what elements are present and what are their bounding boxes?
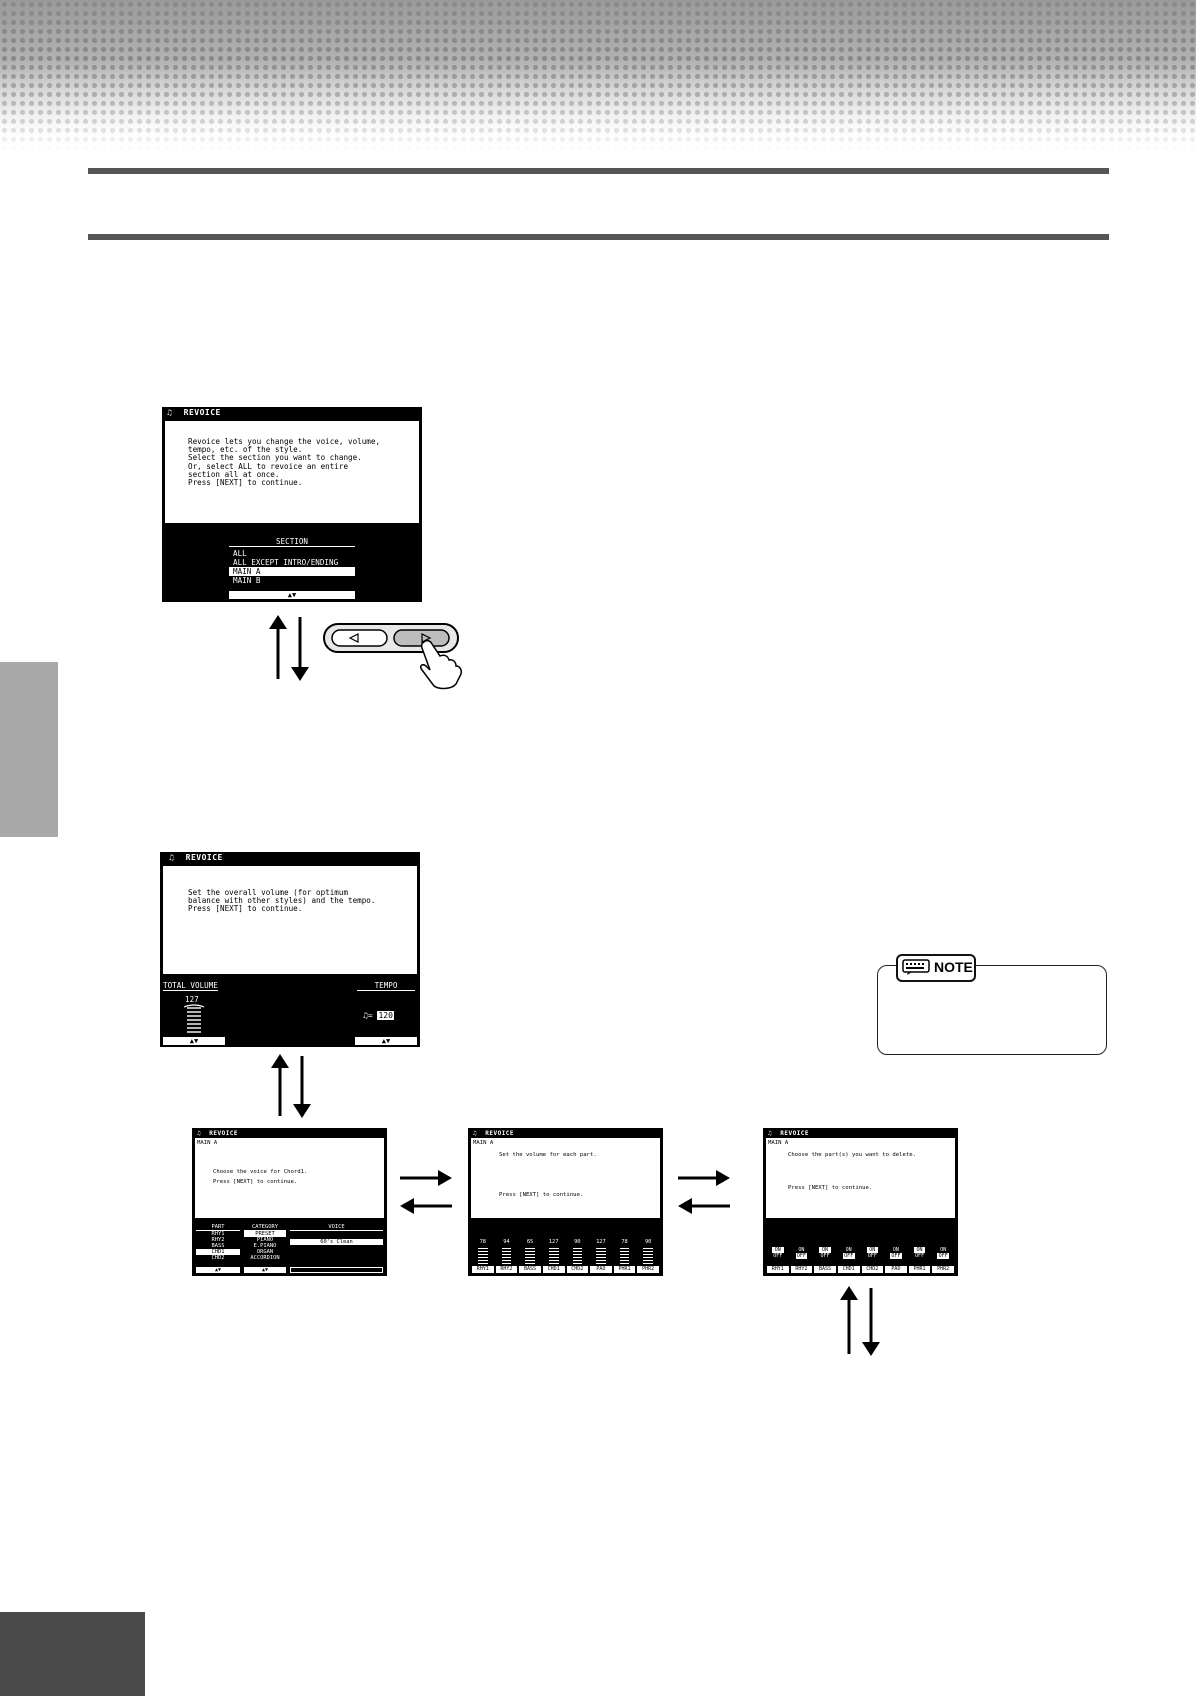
- category-item[interactable]: ACCORDION: [250, 1255, 280, 1261]
- part-on-off-toggle[interactable]: [813, 1247, 837, 1259]
- toggle-off-label: OFF: [938, 1253, 948, 1259]
- tempo-label: TEMPO: [357, 981, 415, 991]
- msg-line: Press [NEXT] to continue.: [188, 904, 303, 914]
- lcd-title: REVOICE: [209, 1130, 239, 1137]
- total-volume-label: TOTAL VOLUME: [163, 981, 218, 990]
- msg-line: Press [NEXT] to continue.: [188, 478, 303, 488]
- revoice-icon: ♫: [473, 1130, 478, 1137]
- part-button[interactable]: RHY1: [767, 1266, 789, 1273]
- section-name: MAIN A: [197, 1140, 218, 1146]
- section-list: [229, 549, 355, 585]
- slider-tick: [525, 1248, 535, 1249]
- part-volume-value: 78: [479, 1239, 487, 1245]
- lcd-title-bar: [163, 408, 421, 421]
- slider-tick: [573, 1254, 583, 1255]
- slider-tick: [643, 1260, 653, 1261]
- part-volume-slider[interactable]: [589, 1246, 613, 1265]
- part-header: PART: [196, 1224, 240, 1231]
- part-volume-slider[interactable]: [566, 1246, 590, 1265]
- part-button[interactable]: PHR1: [909, 1266, 931, 1273]
- revoice-icon: ♫: [167, 408, 173, 417]
- slider-tick: [478, 1257, 488, 1258]
- lcd-title: REVOICE: [780, 1130, 810, 1137]
- msg-line: Select the section you want to change.: [188, 453, 362, 463]
- slider-tick: [478, 1248, 488, 1249]
- part-button[interactable]: CHD2: [862, 1266, 884, 1273]
- part-volume-sliders: [471, 1246, 660, 1265]
- part-on-off-toggle[interactable]: [766, 1247, 790, 1259]
- msg-line: balance with other styles) and the tempo.: [188, 896, 376, 906]
- part-button[interactable]: CHD2: [567, 1266, 589, 1273]
- voice-item-selected[interactable]: 60's Clean: [290, 1239, 383, 1245]
- tempo-readout[interactable]: [363, 1011, 394, 1021]
- revoice-section-screen: [162, 407, 422, 602]
- section-name: MAIN A: [473, 1140, 494, 1146]
- page-number-tab: [0, 1612, 145, 1696]
- slider-tick: [502, 1251, 512, 1252]
- part-volume-slider[interactable]: [613, 1246, 637, 1265]
- toggle-on-label: ON: [798, 1247, 805, 1253]
- left-right-arrows-icon: [676, 1170, 732, 1214]
- msg-line: Press [NEXT] to continue.: [788, 1185, 873, 1191]
- part-volume-slider[interactable]: [542, 1246, 566, 1265]
- slider-tick: [525, 1251, 535, 1252]
- toggle-on-label: ON: [940, 1247, 947, 1253]
- section-option[interactable]: ALL EXCEPT INTRO/ENDING: [233, 558, 339, 567]
- lcd-message: [471, 1138, 660, 1218]
- part-volume-slider[interactable]: [636, 1246, 660, 1265]
- part-button[interactable]: RHY2: [791, 1266, 813, 1273]
- section-header: SECTION: [229, 537, 355, 547]
- back-next-buttons-icon[interactable]: [322, 622, 472, 690]
- slider-tick: [549, 1251, 559, 1252]
- part-buttons: [471, 1266, 660, 1273]
- chapter-side-tab: [0, 662, 58, 837]
- lcd-message: [165, 421, 419, 523]
- part-button[interactable]: PHR1: [614, 1266, 636, 1273]
- lcd-message: [195, 1138, 384, 1218]
- voice-header: VOICE: [290, 1224, 383, 1231]
- revoice-part-volume-screen: [468, 1128, 663, 1276]
- total-volume-value: 127: [185, 995, 199, 1004]
- part-item[interactable]: CHD2: [211, 1255, 225, 1261]
- lcd-message: [766, 1138, 955, 1218]
- slider-tick: [596, 1248, 606, 1249]
- part-item[interactable]: BASS: [211, 1243, 225, 1249]
- msg-line: tempo, etc. of the style.: [188, 445, 303, 455]
- part-volume-slider[interactable]: [471, 1246, 495, 1265]
- part-volume-value: 78: [621, 1239, 628, 1245]
- toggle-off-label: OFF: [796, 1253, 806, 1259]
- msg-line: Set the overall volume (for optimum: [188, 888, 349, 897]
- left-right-arrows-icon: [398, 1170, 454, 1214]
- slider-tick: [596, 1254, 606, 1255]
- part-item[interactable]: RHY2: [211, 1237, 225, 1243]
- lcd-title: REVOICE: [183, 408, 221, 417]
- toggle-off-label: OFF: [867, 1253, 877, 1259]
- part-volume-value: 90: [574, 1239, 581, 1245]
- part-on-off-toggles: [766, 1247, 955, 1259]
- part-item[interactable]: RHY1: [211, 1231, 225, 1237]
- metronome-icon: ♫=: [363, 1011, 373, 1020]
- section-name: MAIN A: [768, 1140, 789, 1146]
- up-down-arrows-icon: [266, 615, 314, 681]
- category-column: [244, 1224, 286, 1261]
- tempo-value: 120: [378, 1011, 393, 1020]
- part-volume-slider[interactable]: [495, 1246, 519, 1265]
- part-button[interactable]: PHR2: [637, 1266, 659, 1273]
- slider-tick: [573, 1260, 583, 1261]
- lcd-title-bar: [161, 853, 419, 866]
- part-column: [196, 1224, 240, 1261]
- category-item[interactable]: PIANO: [256, 1237, 274, 1243]
- part-button[interactable]: PHR2: [932, 1266, 954, 1273]
- slider-tick: [502, 1257, 512, 1258]
- note-keyboard-icon: [902, 959, 930, 975]
- category-scroll-button[interactable]: ▲▼: [244, 1267, 286, 1273]
- msg-line: Press [NEXT] to continue.: [213, 1179, 298, 1185]
- revoice-voice-screen: [192, 1128, 387, 1276]
- note-label: [896, 954, 976, 982]
- slider-tick: [525, 1263, 535, 1264]
- voice-column: [290, 1224, 383, 1245]
- slider-tick: [525, 1257, 535, 1258]
- lcd-title-bar: [469, 1129, 662, 1138]
- msg-line: Choose the voice for Chord1.: [213, 1168, 308, 1175]
- part-volume-value: 90: [644, 1239, 652, 1245]
- part-button[interactable]: PAD: [590, 1266, 612, 1273]
- part-button[interactable]: BASS: [519, 1266, 541, 1273]
- revoice-icon: ♫: [768, 1130, 773, 1137]
- revoice-delete-part-screen: [763, 1128, 958, 1276]
- part-buttons: [766, 1266, 955, 1273]
- part-button[interactable]: BASS: [814, 1266, 836, 1273]
- msg-line: Set the volume for each part.: [499, 1151, 597, 1158]
- slider-tick: [549, 1260, 559, 1261]
- scroll-button[interactable]: ▲▼: [229, 591, 355, 599]
- note-label-text: NOTE: [934, 959, 973, 975]
- slider-tick: [549, 1254, 559, 1255]
- up-down-arrows-icon: [837, 1286, 885, 1356]
- slider-tick: [620, 1251, 630, 1252]
- lcd-title-bar: [193, 1129, 386, 1138]
- toggle-on-label: ON: [845, 1247, 852, 1253]
- up-down-arrows-icon: [268, 1054, 316, 1118]
- category-item-selected[interactable]: PRESET: [244, 1231, 286, 1237]
- toggle-off-label: OFF: [820, 1253, 830, 1259]
- part-volume-value: 127: [596, 1239, 606, 1245]
- part-volume-value: 65: [526, 1239, 534, 1245]
- toggle-on-label: ON: [867, 1247, 879, 1253]
- slider-tick: [478, 1263, 488, 1264]
- slider-tick: [596, 1257, 606, 1258]
- part-item-selected[interactable]: CHD1: [196, 1249, 240, 1255]
- slider-tick: [573, 1263, 583, 1264]
- tempo-scroll-button[interactable]: ▲▼: [355, 1037, 417, 1045]
- slider-tick: [620, 1260, 630, 1261]
- section-option[interactable]: MAIN B: [233, 576, 261, 585]
- toggle-on-label: ON: [772, 1247, 784, 1253]
- lcd-title: REVOICE: [485, 1130, 515, 1137]
- part-on-off-toggle[interactable]: [908, 1247, 932, 1259]
- part-button[interactable]: CHD1: [543, 1266, 565, 1273]
- volume-scroll-button[interactable]: ▲▼: [163, 1037, 225, 1045]
- slider-tick: [525, 1254, 535, 1255]
- part-volume-value: 94: [503, 1239, 510, 1245]
- msg-line: Revoice lets you change the voice, volume,: [188, 437, 381, 446]
- slider-tick: [643, 1248, 653, 1249]
- section-rule: [88, 234, 1109, 240]
- slider-tick: [596, 1251, 606, 1252]
- part-button[interactable]: RHY1: [472, 1266, 494, 1273]
- slider-tick: [643, 1263, 653, 1264]
- slider-tick: [502, 1248, 512, 1249]
- slider-tick: [478, 1254, 488, 1255]
- slider-tick: [643, 1251, 653, 1252]
- part-scroll-button[interactable]: ▲▼: [196, 1267, 240, 1273]
- section-option-selected[interactable]: MAIN A: [229, 567, 355, 576]
- header-halftone: [0, 0, 1196, 150]
- part-volume-values: [471, 1239, 660, 1245]
- slider-tick: [620, 1254, 630, 1255]
- part-on-off-toggle[interactable]: [884, 1247, 908, 1259]
- category-item[interactable]: E.PIANO: [253, 1243, 277, 1249]
- part-on-off-toggle[interactable]: [931, 1247, 955, 1259]
- toggle-off-label: OFF: [915, 1253, 925, 1259]
- part-button[interactable]: CHD1: [838, 1266, 860, 1273]
- slider-tick: [573, 1248, 583, 1249]
- slider-tick: [502, 1260, 512, 1261]
- toggle-off-label: OFF: [844, 1253, 854, 1259]
- slider-tick: [478, 1260, 488, 1261]
- msg-line: Press [NEXT] to continue.: [499, 1192, 584, 1198]
- toggle-off-label: OFF: [891, 1253, 901, 1259]
- section-option[interactable]: ALL: [233, 549, 247, 558]
- category-item[interactable]: ORGAN: [256, 1249, 274, 1255]
- top-rule: [88, 168, 1109, 174]
- slider-tick: [620, 1248, 630, 1249]
- part-button[interactable]: PAD: [885, 1266, 907, 1273]
- toggle-off-label: OFF: [773, 1253, 783, 1259]
- slider-tick: [549, 1263, 559, 1264]
- toggle-on-label: ON: [819, 1247, 831, 1253]
- lcd-message: [163, 866, 417, 974]
- revoice-icon: ♫: [197, 1130, 202, 1137]
- part-on-off-toggle[interactable]: [861, 1247, 885, 1259]
- slider-tick: [596, 1260, 606, 1261]
- slider-tick: [502, 1254, 512, 1255]
- slider-tick: [549, 1257, 559, 1258]
- msg-line: section all at once.: [188, 469, 280, 479]
- volume-slider-icon[interactable]: [181, 1004, 207, 1034]
- msg-line: Or, select ALL to revoice an entire: [188, 461, 349, 471]
- part-volume-slider[interactable]: [518, 1246, 542, 1265]
- part-on-off-toggle[interactable]: [790, 1247, 814, 1259]
- revoice-volume-tempo-screen: [160, 852, 420, 1047]
- slider-tick: [643, 1254, 653, 1255]
- part-volume-value: 127: [548, 1239, 559, 1245]
- voice-scroll-button[interactable]: [290, 1267, 383, 1273]
- slider-tick: [573, 1251, 583, 1252]
- slider-tick: [549, 1248, 559, 1249]
- slider-tick: [620, 1257, 630, 1258]
- category-header: CATEGORY: [244, 1224, 286, 1231]
- part-on-off-toggle[interactable]: [837, 1247, 861, 1259]
- msg-line: Choose the part(s) you want to delete.: [788, 1151, 916, 1158]
- slider-tick: [643, 1257, 653, 1258]
- slider-tick: [502, 1263, 512, 1264]
- slider-tick: [573, 1257, 583, 1258]
- slider-tick: [525, 1260, 535, 1261]
- part-button[interactable]: RHY2: [496, 1266, 518, 1273]
- lcd-title-bar: [764, 1129, 957, 1138]
- revoice-icon: ♫: [169, 853, 175, 862]
- slider-tick: [596, 1263, 606, 1264]
- toggle-on-label: ON: [892, 1247, 899, 1253]
- toggle-on-label: ON: [914, 1247, 926, 1253]
- lcd-title: REVOICE: [185, 853, 223, 862]
- slider-tick: [478, 1251, 488, 1252]
- slider-tick: [620, 1263, 630, 1264]
